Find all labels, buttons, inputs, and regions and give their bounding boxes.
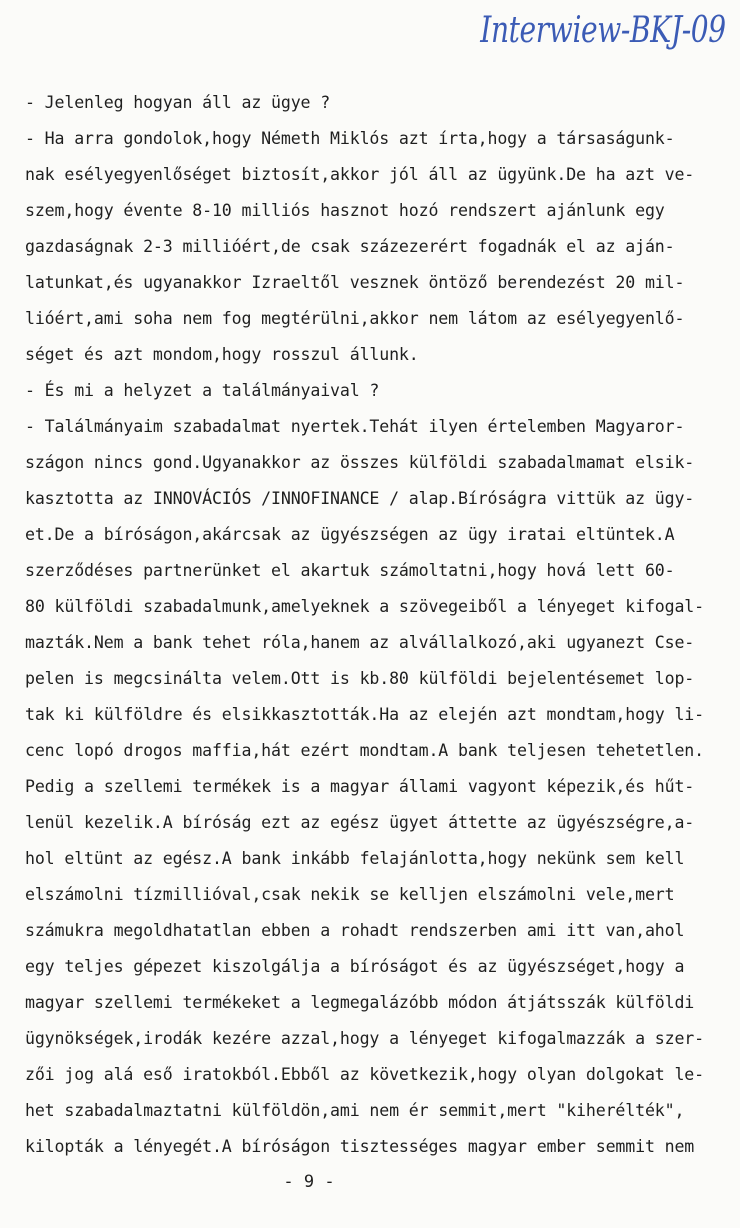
text-line: 80 külföldi szabadalmunk,amelyeknek a szövegeiből a lényeget kifogal-	[25, 597, 704, 616]
text-line: szágon nincs gond.Ugyanakkor az összes külföldi szabadalmamat elsik-	[25, 453, 695, 472]
text-line: lióért,ami soha nem fog megtérülni,akkor nem látom az esélyegyenlő-	[25, 309, 685, 328]
text-line: pelen is megcsinálta velem.Ott is kb.80 külföldi bejelentésemet lop-	[25, 669, 695, 688]
text-line: nak esélyegyenlőséget biztosít,akkor jól áll az ügyünk.De ha azt ve-	[25, 165, 695, 184]
text-line: kilopták a lényegét.A bíróságon tisztességes magyar ember semmit nem	[25, 1137, 695, 1156]
text-line: - Jelenleg hogyan áll az ügye ?	[25, 93, 331, 112]
text-line: latunkat,és ugyanakkor Izraeltől vesznek öntöző berendezést 20 mil-	[25, 273, 685, 292]
text-line: számukra megoldhatatlan ebben a rohadt rendszerben ami itt van,ahol	[25, 921, 685, 940]
text-line: gazdaságnak 2-3 millióért,de csak százezerért fogadnák el az aján-	[25, 237, 675, 256]
text-line: et.De a bíróságon,akárcsak az ügyészségen az ügy iratai eltüntek.A	[25, 525, 675, 544]
text-line: mazták.Nem a bank tehet róla,hanem az alvállalkozó,aki ugyanezt Cse-	[25, 633, 695, 652]
document-header-label: Interwiew-BKJ-09	[480, 10, 726, 51]
text-line: het szabadalmaztatni külföldön,ami nem ér semmit,mert "kiherélték",	[25, 1101, 685, 1120]
text-line: szem,hogy évente 8-10 milliós hasznot hozó rendszert ajánlunk egy	[25, 201, 665, 220]
text-line: lenül kezelik.A bíróság ezt az egész ügyet áttette az ügyészségre,a-	[25, 813, 695, 832]
text-line: cenc lopó drogos maffia,hát ezért mondtam.A bank teljesen tehetetlen.	[25, 741, 704, 760]
text-line: - Találmányaim szabadalmat nyertek.Tehát ilyen értelemben Magyaror-	[25, 417, 685, 436]
text-line: magyar szellemi termékeket a legmegalázóbb módon átjátsszák külföldi	[25, 993, 695, 1012]
text-line: Pedig a szellemi termékek is a magyar állami vagyont képezik,és hűt-	[25, 777, 695, 796]
text-line: - És mi a helyzet a találmányaival ?	[25, 381, 380, 400]
text-line: - Ha arra gondolok,hogy Németh Miklós azt írta,hogy a társaságunk-	[25, 129, 675, 148]
text-line: szerződéses partnerünket el akartuk számoltatni,hogy hová lett 60-	[25, 561, 675, 580]
text-line: hol eltünt az egész.A bank inkább felajánlotta,hogy nekünk sem kell	[25, 849, 685, 868]
text-line: ügynökségek,irodák kezére azzal,hogy a lényeget kifogalmazzák a szer-	[25, 1029, 704, 1048]
text-line: kasztotta az INNOVÁCIÓS /INNOFINANCE / alap.Bíróságra vittük az ügy-	[25, 489, 695, 508]
text-line: séget és azt mondom,hogy rosszul állunk.	[25, 345, 419, 364]
text-line: egy teljes gépezet kiszolgálja a bíróságot és az ügyészséget,hogy a	[25, 957, 685, 976]
page-number: - 9 -	[283, 1172, 335, 1192]
text-line: elszámolni tízmillióval,csak nekik se kelljen elszámolni vele,mert	[25, 885, 675, 904]
text-line: tak ki külföldre és elsikkasztották.Ha az elején azt mondtam,hogy li-	[25, 705, 704, 724]
text-line: zői jog alá eső iratokból.Ebből az következik,hogy olyan dolgokat le-	[25, 1065, 704, 1084]
